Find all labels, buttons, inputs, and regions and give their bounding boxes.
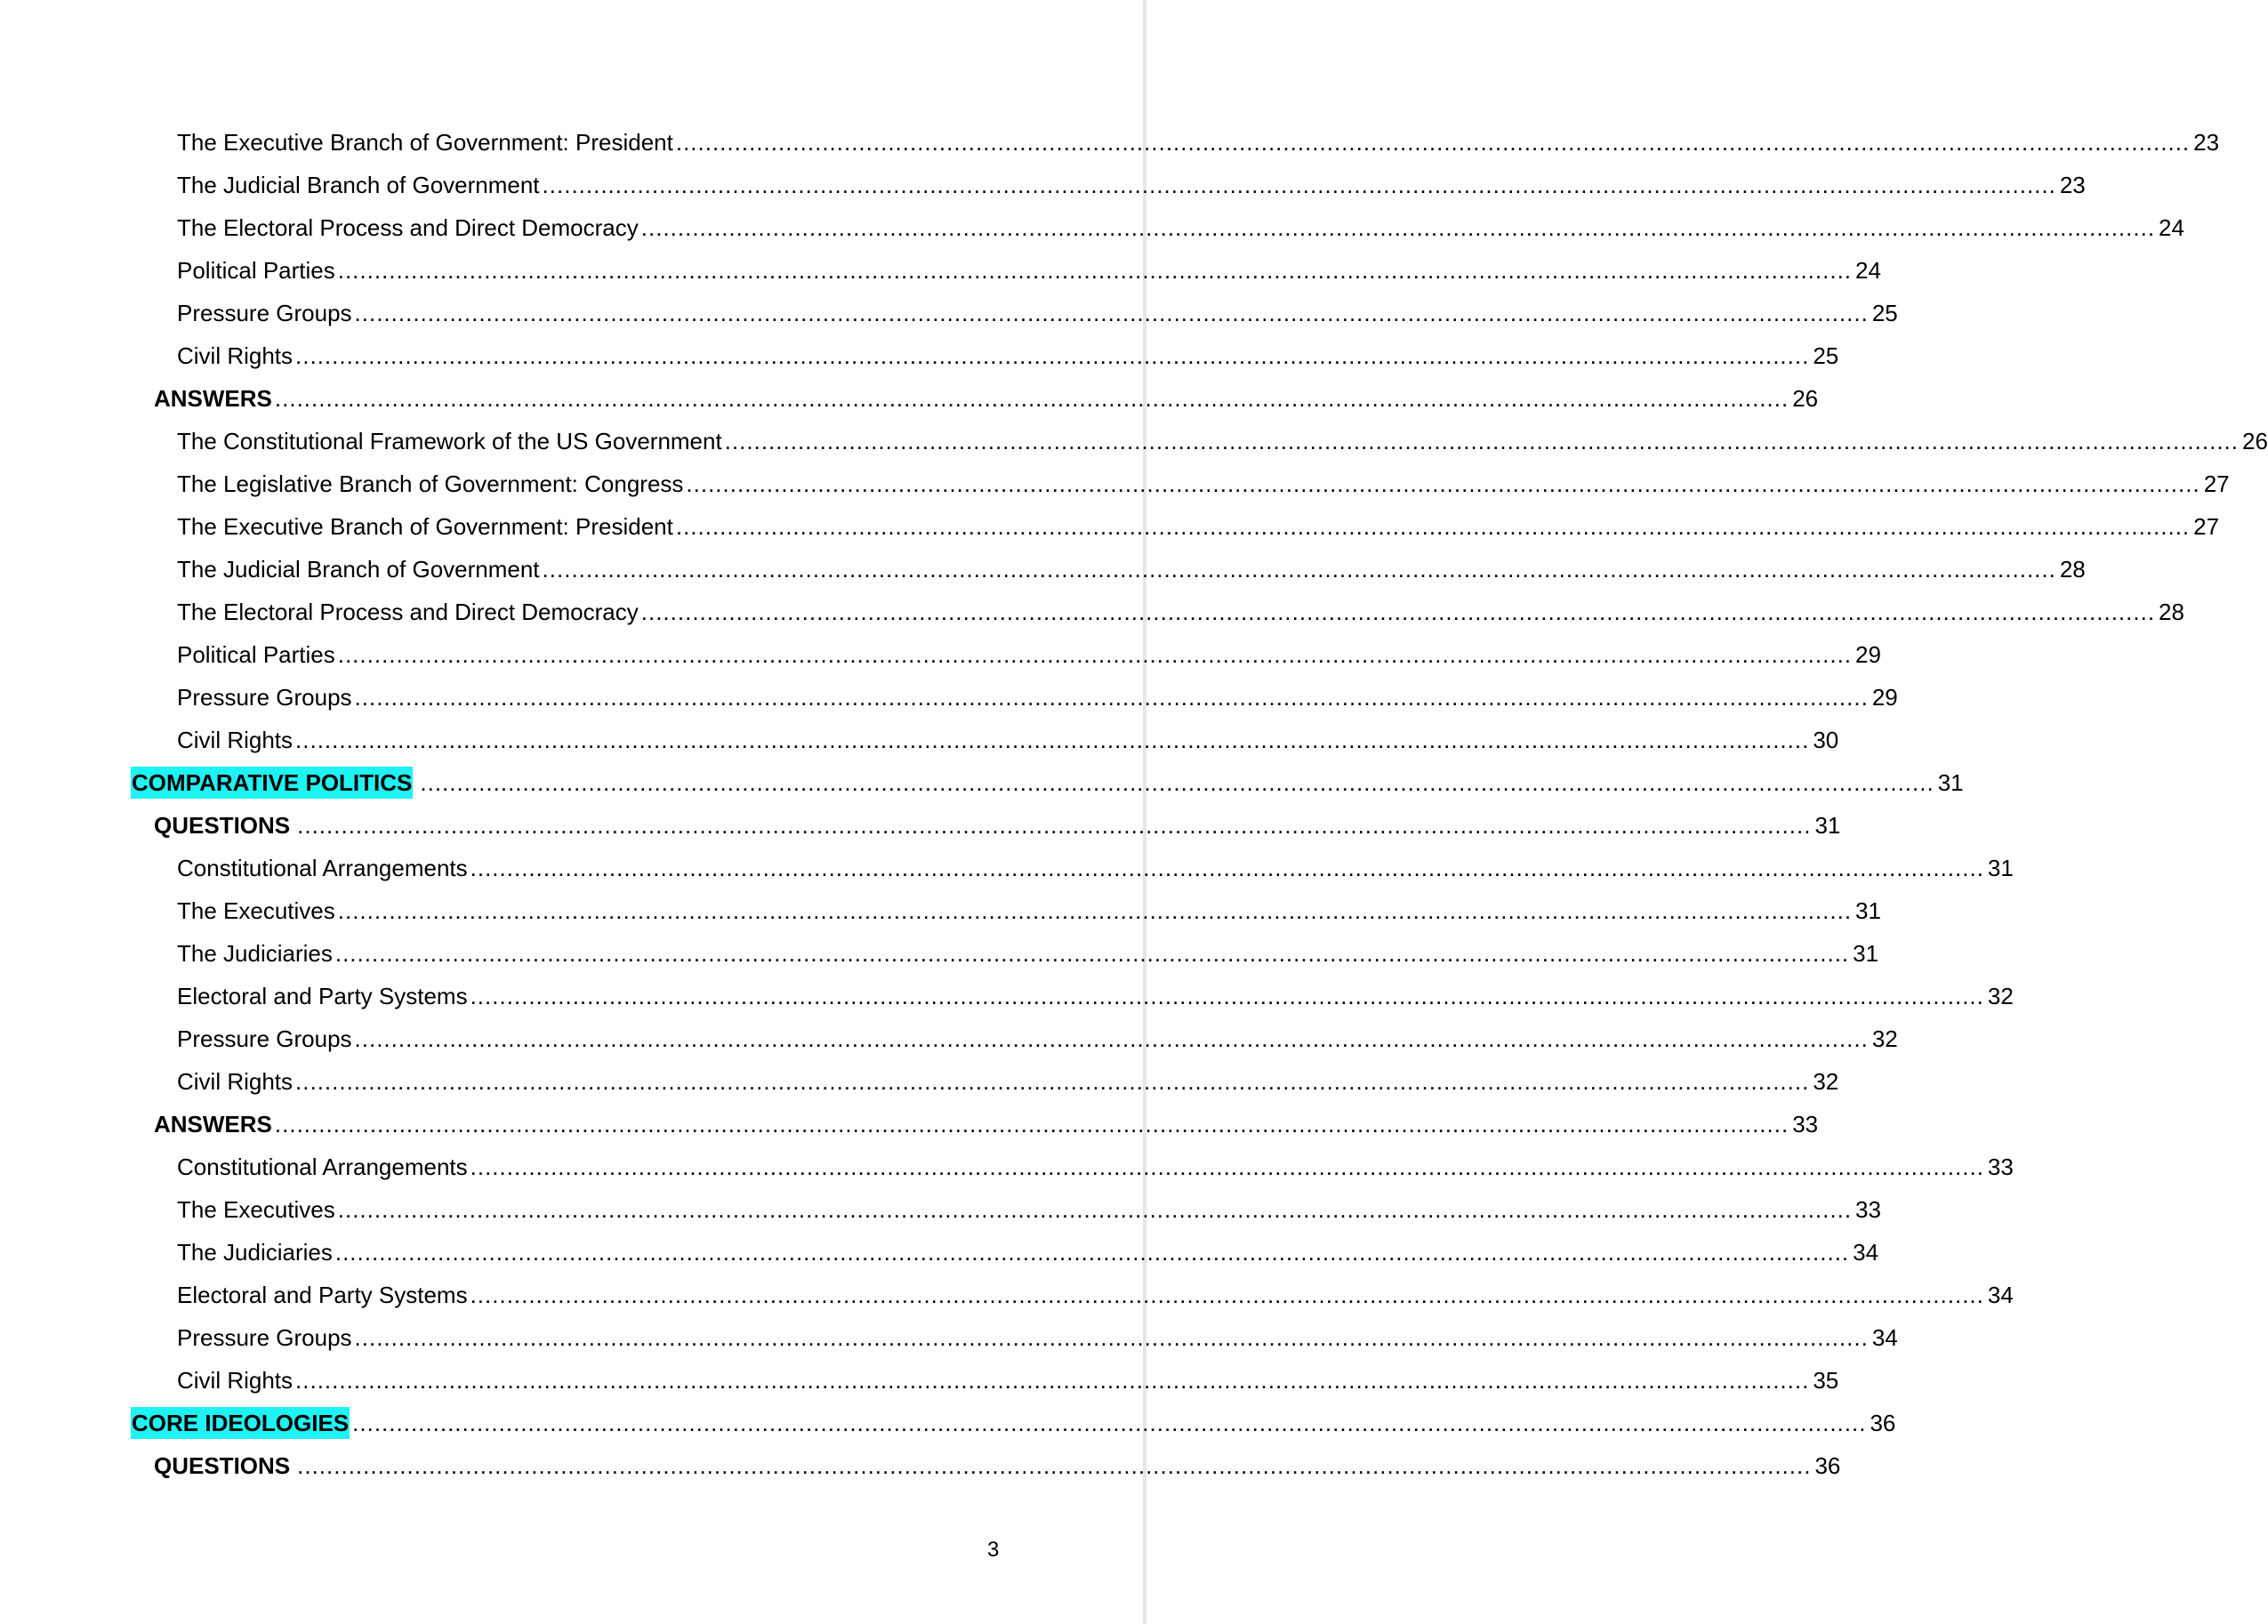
toc-entry-page: 29 [1855,641,1881,668]
toc-section-entry[interactable] [154,1450,1841,1482]
toc-entry-page: 31 [1853,940,1879,967]
toc-leader-dots [355,1023,1869,1055]
toc-leader-dots [295,340,1809,372]
toc-entry-title: The Executive Branch of Government: President [177,513,673,540]
toc-entry[interactable] [177,1279,2014,1311]
toc-leader-dots [352,1407,1866,1439]
toc-leader-dots [676,511,2190,543]
toc-entry-page: 35 [1813,1367,1839,1394]
toc-entry[interactable] [177,1236,1879,1268]
toc-entry[interactable] [177,1322,1898,1354]
toc-leader-dots [470,1279,1984,1311]
toc-entry[interactable] [177,1151,2014,1183]
toc-entry-title: Pressure Groups [177,1025,352,1052]
toc-leader-dots [355,1322,1869,1354]
toc-entry-title: Constitutional Arrangements [177,855,468,881]
toc-leader-dots [355,297,1869,329]
toc-entry-title: Civil Rights [177,1367,294,1394]
toc-entry-title: The Executives [177,1196,335,1223]
toc-entry-title: Civil Rights [177,342,294,369]
toc-entry-page: 36 [1870,1410,1896,1436]
toc-leader-dots [676,126,2190,158]
toc-entry-title: The Judiciaries [177,1239,333,1266]
toc-leader-dots [275,382,1789,414]
toc-entry[interactable] [177,980,2014,1012]
toc-entry-page: 27 [2203,470,2230,497]
toc-entry-title: The Legislative Branch of Government: Congress [177,470,684,497]
toc-entry-page: 34 [1871,1324,1898,1351]
toc-leader-dots [420,767,1934,799]
toc-entry[interactable] [177,895,1881,927]
toc-section-entry[interactable] [154,809,1841,841]
toc-entry[interactable] [177,1194,1881,1226]
toc-entry[interactable] [177,126,2220,158]
toc-entry-page: 25 [1813,342,1839,369]
toc-entry-page: 33 [1792,1111,1819,1138]
toc-entry-page: 36 [1814,1452,1841,1479]
toc-leader-dots [641,212,2155,244]
toc-entry[interactable] [177,425,2268,457]
toc-leader-dots [338,895,1852,927]
toc-entry-page: 26 [2242,428,2268,454]
toc-entry[interactable] [177,297,1898,329]
toc-entry[interactable] [177,1065,1839,1097]
toc-leader-dots [338,1194,1852,1226]
toc-entry-title: Political Parties [177,257,335,284]
toc-leader-dots [686,468,2200,500]
toc-entry[interactable] [177,254,1881,286]
toc-entry-title: ANSWERS [154,1111,272,1138]
toc-leader-dots [335,1236,1849,1268]
toc-entry[interactable] [177,212,2184,244]
toc-entry-page: 30 [1813,727,1839,753]
toc-entry-page: 34 [1987,1282,2014,1308]
toc-entry[interactable] [177,511,2220,543]
toc-entry-page: 31 [1855,897,1881,924]
toc-leader-dots [543,169,2056,201]
toc-entry-page: 25 [1871,300,1898,326]
toc-entry-title: Civil Rights [177,727,294,753]
toc-entry-title: Pressure Groups [177,1324,352,1351]
toc-entry[interactable] [177,852,2014,884]
toc-leader-dots [295,1065,1809,1097]
toc-section-entry[interactable] [154,382,1819,414]
toc-entry-page: 28 [2159,599,2184,625]
toc-entry[interactable] [177,468,2230,500]
toc-leader-dots [470,980,1984,1012]
toc-chapter-entry[interactable] [131,1407,1896,1439]
toc-leader-dots [470,1151,1984,1183]
toc-entry-title: Pressure Groups [177,684,352,711]
toc-entry-page: 32 [1987,983,2014,1009]
toc-entry-page: 31 [1987,855,2014,881]
toc-entry-page: 32 [1813,1068,1839,1095]
toc-entry-title: The Judicial Branch of Government [177,556,540,583]
toc-entry-page: 26 [1792,385,1819,412]
toc-entry[interactable] [177,553,2086,585]
toc-entry-title: QUESTIONS [154,1452,291,1479]
toc-entry[interactable] [177,1023,1898,1055]
toc-entry[interactable] [177,1364,1839,1396]
toc-leader-dots [543,553,2056,585]
toc-chapter-entry[interactable] [131,767,1964,799]
toc-entry-title: ANSWERS [154,385,272,412]
toc-leader-dots [470,852,1984,884]
toc-entry-page: 28 [2059,556,2086,583]
toc-entry-title: Pressure Groups [177,300,352,326]
toc-leader-dots [725,425,2239,457]
toc-entry[interactable] [177,340,1839,372]
toc-entry[interactable] [177,169,2086,201]
toc-leader-dots [338,254,1852,286]
toc-leader-dots [275,1108,1789,1140]
toc-entry-page: 33 [1987,1154,2014,1180]
toc-leader-dots [355,681,1869,713]
toc-entry-title: The Executives [177,897,335,924]
toc-leader-dots [297,1450,1811,1482]
toc-entry[interactable] [177,596,2184,628]
toc-entry-title: Constitutional Arrangements [177,1154,468,1180]
toc-entry-title: Civil Rights [177,1068,294,1095]
toc-entry[interactable] [177,681,1898,713]
toc-entry-title: Electoral and Party Systems [177,983,468,1009]
toc-section-entry[interactable] [154,1108,1819,1140]
toc-leader-dots [295,1364,1809,1396]
toc-leader-dots [297,809,1811,841]
toc-entry-page: 29 [1871,684,1898,711]
toc-entry-title: CORE IDEOLOGIES [131,1407,350,1439]
toc-entry-page: 33 [1855,1196,1881,1223]
toc-entry-title: COMPARATIVE POLITICS [131,767,413,799]
toc-entry-page: 24 [2159,214,2184,241]
toc-leader-dots [641,596,2155,628]
toc-entry-page: 24 [1855,257,1881,284]
toc-entry-title: The Executive Branch of Government: President [177,129,673,156]
toc-entry-page: 34 [1853,1239,1879,1266]
toc-leader-dots [295,724,1809,756]
toc-entry[interactable] [177,937,1879,969]
toc-leader-dots [335,937,1849,969]
toc-entry-page: 23 [2059,172,2086,198]
toc-entry-title: The Judicial Branch of Government [177,172,540,198]
toc-leader-dots [338,639,1852,671]
toc-entry-title: The Electoral Process and Direct Democracy [177,599,639,625]
toc-entry-title: The Judiciaries [177,940,333,967]
page-number: 3 [987,1538,1000,1562]
toc-entry[interactable] [177,639,1881,671]
toc-entry[interactable] [177,724,1839,756]
toc-entry-title: Political Parties [177,641,335,668]
toc-entry-page: 27 [2193,513,2220,540]
toc-entry-title: QUESTIONS [154,812,291,839]
toc-entry-page: 32 [1871,1025,1898,1052]
toc-entry-title: The Electoral Process and Direct Democracy [177,214,639,241]
toc-entry-page: 31 [1937,769,1964,796]
toc-entry-page: 31 [1814,812,1841,839]
toc-entry-page: 23 [2193,129,2220,156]
toc-entry-title: Electoral and Party Systems [177,1282,468,1308]
toc-entry-title: The Constitutional Framework of the US Government [177,428,722,454]
